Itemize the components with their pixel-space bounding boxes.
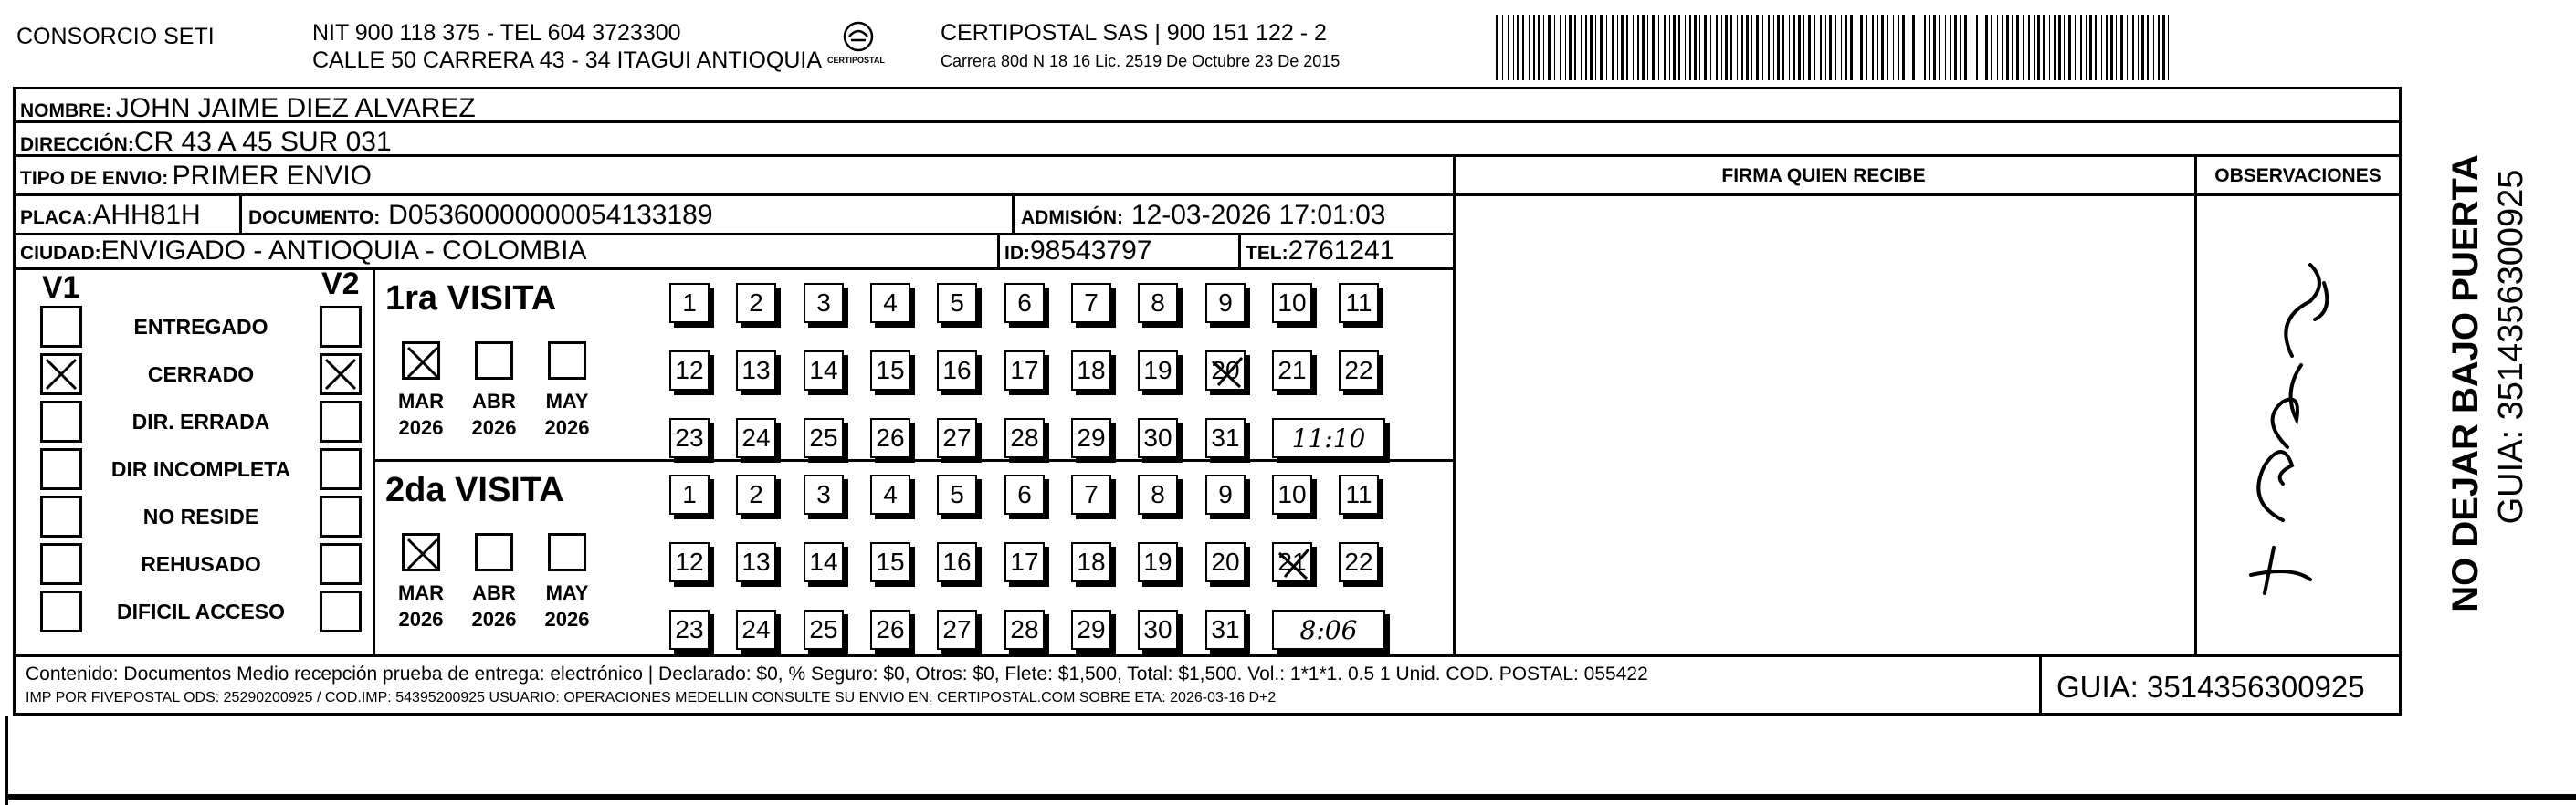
status-label: DIR. ERRADA xyxy=(131,410,270,434)
day-box[interactable]: 1 xyxy=(669,283,710,323)
day-box[interactable]: 25 xyxy=(804,610,844,650)
admision-value: 12-03-2026 17:01:03 xyxy=(1130,200,1386,230)
day-box[interactable]: 2 xyxy=(736,475,776,515)
day-box[interactable]: 6 xyxy=(1004,475,1045,515)
day-box[interactable]: 22 xyxy=(1339,542,1379,582)
day-box[interactable]: 24 xyxy=(736,418,776,458)
month-name: MAY xyxy=(545,581,589,604)
day-box[interactable]: 12 xyxy=(669,542,710,582)
day-box[interactable]: 11 xyxy=(1339,475,1379,515)
status-label: ENTREGADO xyxy=(133,315,268,339)
status-v1-checkbox[interactable] xyxy=(40,496,82,538)
day-box[interactable]: 10 xyxy=(1272,475,1312,515)
day-box[interactable]: 27 xyxy=(937,418,977,458)
status-label: DIFICIL ACCESO xyxy=(116,600,285,623)
status-v2-checkbox[interactable] xyxy=(320,353,362,395)
day-box[interactable]: 11 xyxy=(1339,283,1379,323)
day-box[interactable]: 20 xyxy=(1205,350,1246,391)
month-name: ABR xyxy=(472,390,516,413)
day-box[interactable]: 9 xyxy=(1205,283,1246,323)
status-v1-checkbox[interactable] xyxy=(40,401,82,443)
day-box[interactable]: 4 xyxy=(870,283,910,323)
visit-title: 2da VISITA xyxy=(385,471,564,509)
barcode xyxy=(1494,15,2173,80)
month-name: MAR xyxy=(397,390,445,413)
month-checkbox[interactable] xyxy=(475,341,513,380)
placa-label: PLACA: xyxy=(20,207,93,228)
company-line: CERTIPOSTAL SAS | 900 151 122 - 2 xyxy=(941,20,1327,46)
day-box[interactable]: 24 xyxy=(736,610,776,650)
status-v2-checkbox[interactable] xyxy=(320,496,362,538)
day-box[interactable]: 18 xyxy=(1071,350,1111,391)
month-label xyxy=(540,580,594,632)
month-name: MAY xyxy=(545,390,589,413)
signature xyxy=(2210,246,2374,612)
month-label xyxy=(394,580,448,632)
month-year: 2026 xyxy=(544,607,590,631)
visit-time: 8:06 xyxy=(1272,610,1385,650)
day-box[interactable]: 21 xyxy=(1272,542,1312,582)
day-box[interactable]: 28 xyxy=(1004,418,1045,458)
day-box[interactable]: 19 xyxy=(1138,350,1178,391)
status-v1-checkbox[interactable] xyxy=(40,353,82,395)
month-checkbox[interactable] xyxy=(402,341,440,380)
status-v2-checkbox[interactable] xyxy=(320,306,362,348)
month-name: ABR xyxy=(472,581,516,604)
day-box[interactable]: 9 xyxy=(1205,475,1246,515)
sender-nit: NIT 900 118 375 - TEL 604 3723300 xyxy=(312,20,681,46)
status-label: CERRADO xyxy=(147,362,255,386)
day-box[interactable]: 19 xyxy=(1138,542,1178,582)
day-box[interactable]: 13 xyxy=(736,350,776,391)
day-box[interactable]: 15 xyxy=(870,350,910,391)
day-box[interactable]: 31 xyxy=(1205,610,1246,650)
footer-guia: GUIA: 3514356300925 xyxy=(2056,670,2365,704)
nombre-label: NOMBRE: xyxy=(20,100,112,121)
month-checkbox[interactable] xyxy=(402,533,440,571)
status-v2-checkbox[interactable] xyxy=(320,401,362,443)
firma-header: FIRMA QUIEN RECIBE xyxy=(1721,165,1926,186)
day-box[interactable]: 2 xyxy=(736,283,776,323)
tipo-envio-value: PRIMER ENVIO xyxy=(172,161,373,191)
day-box[interactable]: 16 xyxy=(937,542,977,582)
day-box[interactable]: 4 xyxy=(870,475,910,515)
day-box[interactable]: 17 xyxy=(1004,350,1045,391)
month-year: 2026 xyxy=(544,415,590,439)
v2-label: V2 xyxy=(321,267,360,301)
day-box[interactable]: 5 xyxy=(937,475,977,515)
tel-label: TEL: xyxy=(1246,243,1288,264)
day-box[interactable]: 27 xyxy=(937,610,977,650)
month-label xyxy=(394,389,448,441)
sender-name: CONSORCIO SETI xyxy=(16,24,215,49)
month-name: MAR xyxy=(397,581,445,604)
day-box[interactable]: 7 xyxy=(1071,475,1111,515)
day-box[interactable]: 12 xyxy=(669,350,710,391)
day-box[interactable]: 29 xyxy=(1071,610,1111,650)
ciudad-value: ENVIGADO - ANTIOQUIA - COLOMBIA xyxy=(100,235,587,266)
month-label xyxy=(467,389,521,441)
imp-text: IMP POR FIVEPOSTAL ODS: 25290200925 / COD.IMP: 54395200925 USUARIO: OPERACIONES MEDELLIN CONSULTE SU ENVIO EN: CERTIPOSTAL.COM SOBRE ETA: 2026-03-16 D+2 xyxy=(26,690,1277,706)
logo-text: CERTIPOSTAL xyxy=(827,56,885,65)
tel-value: 2761241 xyxy=(1288,235,1395,266)
day-box[interactable]: 28 xyxy=(1004,610,1045,650)
admision-label: ADMISIÓN: xyxy=(1021,207,1123,228)
ciudad-label: CIUDAD: xyxy=(20,243,101,264)
side-warning: NO DEJAR BAJO PUERTA xyxy=(2445,154,2486,612)
day-box[interactable]: 16 xyxy=(937,350,977,391)
day-box[interactable]: 31 xyxy=(1205,418,1246,458)
status-v1-checkbox[interactable] xyxy=(40,448,82,490)
day-box[interactable]: 15 xyxy=(870,542,910,582)
day-box[interactable]: 18 xyxy=(1071,542,1111,582)
day-box[interactable]: 30 xyxy=(1138,610,1178,650)
day-box[interactable]: 3 xyxy=(804,475,844,515)
month-checkbox[interactable] xyxy=(548,341,586,380)
day-box[interactable]: 8 xyxy=(1138,475,1178,515)
visit-title: 1ra VISITA xyxy=(385,279,557,318)
month-label xyxy=(540,389,594,441)
status-label: NO RESIDE xyxy=(142,505,259,528)
day-box[interactable]: 3 xyxy=(804,283,844,323)
day-box[interactable]: 13 xyxy=(736,542,776,582)
day-box[interactable]: 30 xyxy=(1138,418,1178,458)
day-box[interactable]: 1 xyxy=(669,475,710,515)
license-line: Carrera 80d N 18 16 Lic. 2519 De Octubre 23 De 2015 xyxy=(941,52,1341,70)
day-box[interactable]: 5 xyxy=(937,283,977,323)
tipo-envio-label: TIPO DE ENVIO: xyxy=(20,168,169,189)
contenido-text: Contenido: Documentos Medio recepción prueba de entrega: electrónico | Declarado: $0, % Seguro: $0, Otros: $0, Flete: $1,500, Total: $1,500. Vol.: 1*1*1. 0.5 1 Unid. COD. POSTAL: 055422 xyxy=(26,664,1648,685)
day-box[interactable]: 17 xyxy=(1004,542,1045,582)
month-year: 2026 xyxy=(398,415,444,439)
day-box[interactable]: 8 xyxy=(1138,283,1178,323)
day-box[interactable]: 26 xyxy=(870,610,910,650)
month-year: 2026 xyxy=(471,607,517,631)
day-box[interactable]: 29 xyxy=(1071,418,1111,458)
status-v1-checkbox[interactable] xyxy=(40,591,82,632)
day-box[interactable]: 7 xyxy=(1071,283,1111,323)
day-box[interactable]: 26 xyxy=(870,418,910,458)
placa-value: AHH81H xyxy=(92,200,201,230)
status-v2-checkbox[interactable] xyxy=(320,543,362,585)
status-v1-checkbox[interactable] xyxy=(40,543,82,585)
day-box[interactable]: 25 xyxy=(804,418,844,458)
day-box[interactable]: 21 xyxy=(1272,350,1312,391)
day-box[interactable]: 14 xyxy=(804,350,844,391)
sender-address: CALLE 50 CARRERA 43 - 34 ITAGUI ANTIOQUIA xyxy=(312,47,823,73)
certipostal-logo xyxy=(822,16,895,71)
status-v1-checkbox[interactable] xyxy=(40,306,82,348)
day-box[interactable]: 20 xyxy=(1205,542,1246,582)
documento-label: DOCUMENTO: xyxy=(248,207,381,228)
month-checkbox[interactable] xyxy=(548,533,586,571)
day-box[interactable]: 6 xyxy=(1004,283,1045,323)
observaciones-header: OBSERVACIONES xyxy=(2214,165,2381,186)
month-year: 2026 xyxy=(398,607,444,631)
month-year: 2026 xyxy=(471,415,517,439)
nombre-value: JOHN JAIME DIEZ ALVAREZ xyxy=(115,93,476,123)
month-label xyxy=(467,580,521,632)
day-box[interactable]: 10 xyxy=(1272,283,1312,323)
day-box[interactable]: 14 xyxy=(804,542,844,582)
v1-label: V1 xyxy=(42,270,80,305)
day-box[interactable]: 23 xyxy=(669,418,710,458)
side-guia: GUIA: 3514356300925 xyxy=(2492,169,2530,525)
status-label: REHUSADO xyxy=(141,552,261,576)
documento-value: D05360000000054133189 xyxy=(388,200,713,230)
visit-time: 11:10 xyxy=(1272,418,1385,458)
id-value: 98543797 xyxy=(1030,235,1152,266)
direccion-value: CR 43 A 45 SUR 031 xyxy=(133,127,392,157)
status-label: DIR INCOMPLETA xyxy=(110,457,291,481)
status-v2-checkbox[interactable] xyxy=(320,591,362,632)
day-box[interactable]: 22 xyxy=(1339,350,1379,391)
status-v2-checkbox[interactable] xyxy=(320,448,362,490)
id-label: ID: xyxy=(1004,243,1030,264)
month-checkbox[interactable] xyxy=(475,533,513,571)
day-box[interactable]: 23 xyxy=(669,610,710,650)
direccion-label: DIRECCIÓN: xyxy=(20,134,134,155)
